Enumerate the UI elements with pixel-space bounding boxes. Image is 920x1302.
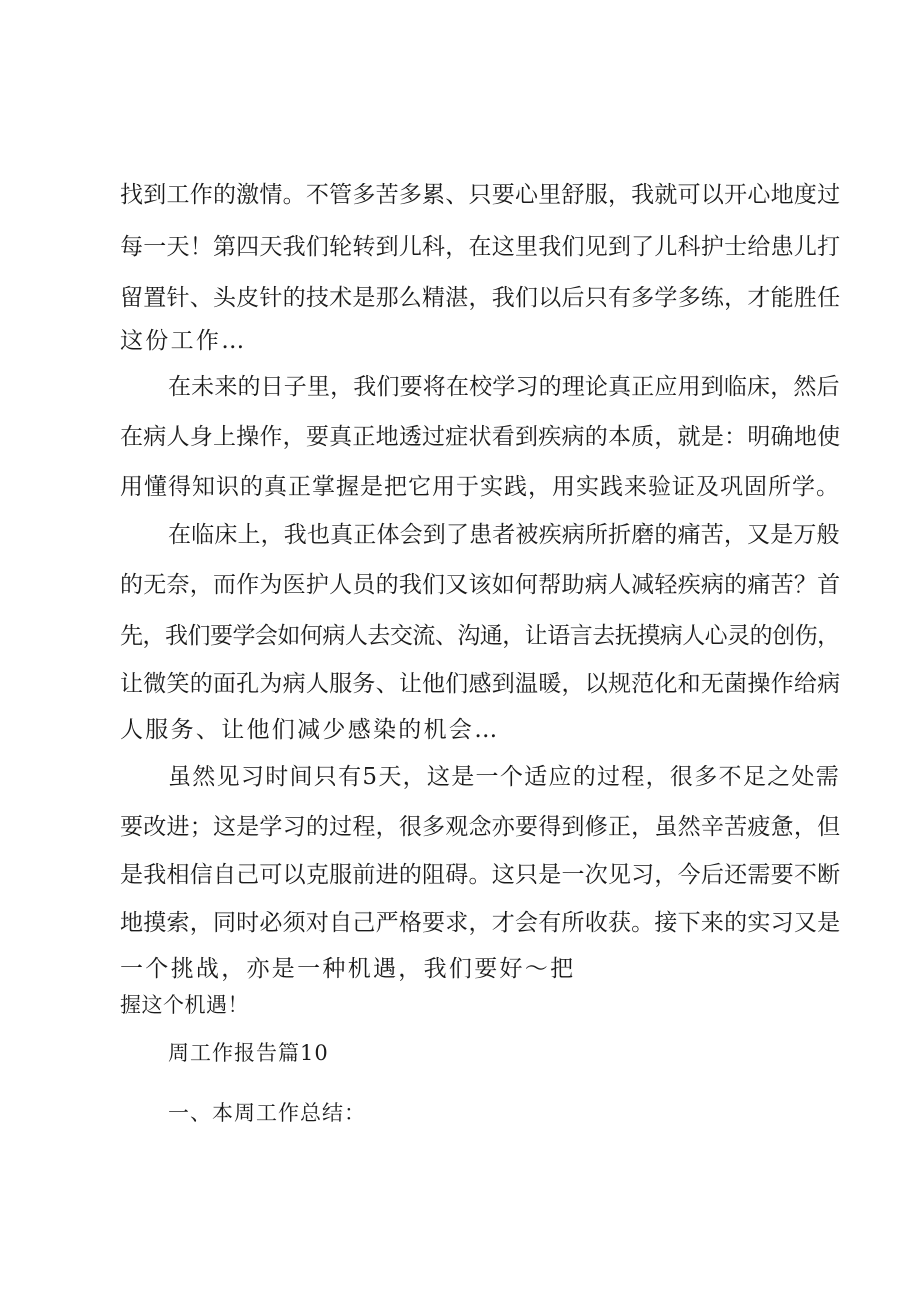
- paragraph-4-line-6: 握这个机遇！: [120, 993, 249, 1017]
- paragraph-1-line-4: 这份工作…: [120, 328, 247, 354]
- paragraph-4-line-1: 虽然见习时间只有5天，这是一个适应的过程，很多不足之处需: [168, 764, 841, 790]
- paragraph-1-line-1: 找到工作的激情。不管多苦多累、只要心里舒服，我就可以开心地度过: [120, 182, 841, 208]
- paragraph-2-line-2: 在病人身上操作，要真正地透过症状看到疾病的本质，就是：明确地使: [120, 424, 841, 450]
- paragraph-3-line-1: 在临床上，我也真正体会到了患者被疾病所折磨的痛苦，又是万般: [168, 522, 840, 548]
- paragraph-4-line-2: 要改进；这是学习的过程，很多观念亦要得到修正，虽然辛苦疲惫，但: [120, 814, 841, 840]
- paragraph-3-line-4: 让微笑的面孔为病人服务、让他们感到温暖，以规范化和无菌操作给病: [120, 671, 841, 697]
- paragraph-1-line-3: 留置针、头皮针的技术是那么精湛，我们以后只有多学多练，才能胜任: [120, 285, 841, 311]
- paragraph-2-line-3: 用懂得知识的真正掌握是把它用于实践，用实践来验证及巩固所学。: [120, 474, 840, 500]
- paragraph-3-line-2: 的无奈，而作为医护人员的我们又该如何帮助病人减轻疾病的痛苦？首: [120, 572, 841, 598]
- paragraph-3-line-5: 人服务、让他们减少感染的机会…: [120, 717, 500, 743]
- paragraph-4-line-3: 是我相信自己可以克服前进的阻碍。这只是一次见习，今后还需要不断: [120, 862, 841, 888]
- paragraph-3-line-3: 先，我们要学会如何病人去交流、沟通，让语言去抚摸病人心灵的创伤，: [120, 623, 840, 649]
- paragraph-4-line-5: 一个挑战，亦是一种机遇，我们要好～把: [120, 956, 576, 982]
- section-title: 周工作报告篇10: [168, 1041, 329, 1065]
- paragraph-1-line-2: 每一天！第四天我们轮转到儿科，在这里我们见到了儿科护士给患儿打: [120, 234, 841, 260]
- paragraph-2-line-1: 在未来的日子里，我们要将在校学习的理论真正应用到临床，然后: [168, 374, 840, 400]
- subsection-title: 一、本周工作总结：: [168, 1101, 366, 1125]
- paragraph-4-line-4: 地摸索，同时必须对自己严格要求，才会有所收获。接下来的实习又是: [120, 910, 841, 936]
